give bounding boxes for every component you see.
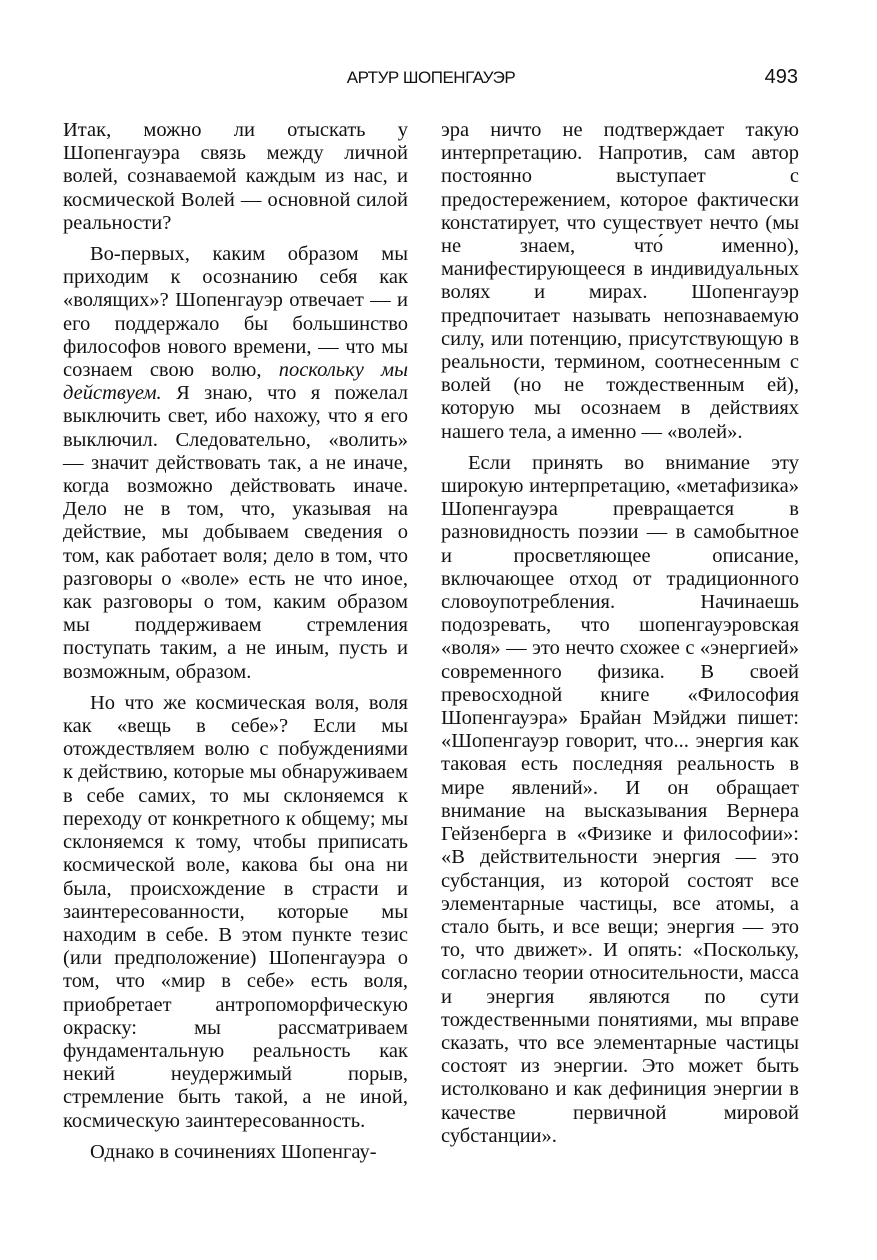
paragraph: Итак, можно ли отыскать у Шопенгауэра связь между личной волей, сознаваемой каждым из нас, и космической Волей — основной силой реальности?	[63, 119, 408, 234]
paragraph	[63, 243, 408, 684]
running-title: АРТУР ШОПЕНГАУЭР	[346, 68, 516, 87]
paragraph: эра ничто не подтверждает такую интерпретацию. Напротив, сам автор постоянно выступает с предостережением, которое фактически констатирует, что существует нечто (мы не знаем, что́ именно), манифестирующееся в индивидуальных волях и мирах. Шопенгауэр предпочитает называть непознаваемую силу, или потенцию, присутствующую в реальности, термином, соотнесенным с волей (но не тождественным ей), которую мы осознаем в действиях нашего тела, а именно — «волей».	[441, 119, 799, 443]
page-number: 493	[764, 66, 798, 88]
paragraph: Но что же космическая воля, воля как «вещь в себе»? Если мы отождествляем волю с побуждениями к действию, которые мы обнаруживаем в себе самих, то мы склоняемся к переходу от конкретного к общему; мы склоняемся к тому, чтобы приписать космической воле, какова бы она ни была, происхождение в страсти и заинтересованности, которые мы находим в себе. В этом пункте тезис (или предположение) Шопенгауэра о том, что «мир в себе» есть воля, приобретает антропоморфическую окраску: мы рассматриваем фундаментальную реальность как некий неудержимый порыв, стремление быть такой, а не иной, космическую заинтересованность.	[63, 691, 408, 1132]
paragraph: Однако в сочинениях Шопенгау-	[90, 1140, 377, 1163]
left-column	[63, 119, 408, 1164]
paragraph-text: Я знаю, что я пожелал выключить свет, ибо нахожу, что я его выключил. Следовательно, «волить» — значит действовать так, а не иначе, когда возможно действовать иначе. Дело не в том, что, указывая на действие, мы добываем сведения о том, как работает воля; дело в том, что разговоры о «воле» есть не что иное, как разговоры о том, каким образом мы поддерживаем стремления поступать таким, а не иным, пусть и возможным, образом.	[63, 382, 409, 683]
emphasis-text: поскольку мы действуем.	[63, 359, 408, 405]
page-header	[62, 66, 800, 92]
paragraph-text: Во-первых, каким образом мы приходим к осознанию себя как «волящих»? Шопенгауэр отвечает — и его поддержало бы большинство философов нового времени, — что мы сознаем свою волю,	[63, 243, 408, 382]
right-column	[441, 119, 799, 1148]
paragraph: Если принять во внимание эту широкую интерпретацию, «метафизика» Шопенгауэра превращается в разновидность поэзии — в самобытное и просветляющее описание, включающее отход от традиционного словоупотребления. Начинаешь подозревать, что шопенгауэровская «воля» — это нечто схожее с «энергией» современного физика. В своей превосходной книге «Философия Шопенгауэра» Брайан Мэйджи пишет: «Шопенгауэр говорит, что... энергия как таковая есть последняя реальность в мире явлений». И он обращает внимание на высказывания Вернера Гейзенберга в «Физике и философии»: «В действительности энергия — это субстанция, из которой состоят все элементарные частицы, все атомы, а стало быть, и все вещи; энергия — это то, что движет». И опять: «Поскольку, согласно теории относительности, масса и энергия являются по сути тождественными понятиями, мы вправе сказать, что все элементарные частицы состоят из энергии. Это может быть истолковано и как дефиниция энергии в качестве первичной мировой субстанции».	[441, 451, 799, 1147]
